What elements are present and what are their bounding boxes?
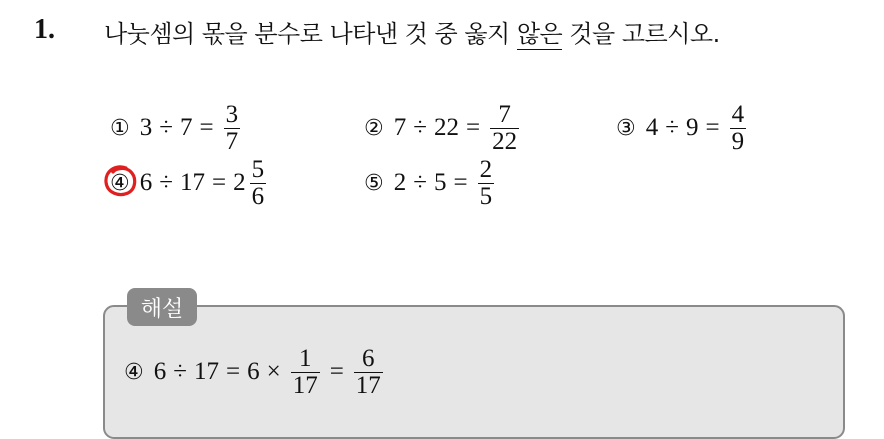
divide-sign: ÷ (159, 114, 173, 141)
choice-5-fraction (478, 157, 495, 210)
choice-1-dividend: 3 (139, 114, 153, 141)
choice-1-fraction (224, 102, 241, 155)
question-text-before: 나눗셈의 몫을 분수로 나타낸 것 중 옳지 (104, 20, 517, 48)
choice-2-dividend: 7 (393, 114, 407, 141)
choice-2-denominator: 22 (492, 127, 518, 155)
choice-1-divisor: 7 (179, 114, 193, 141)
choice-2-fraction (490, 102, 519, 155)
choice-5[interactable] (364, 148, 497, 218)
choice-4-dividend: 6 (139, 169, 153, 196)
equals-sign: = (465, 114, 481, 141)
choice-4-fraction (250, 157, 267, 210)
solution-unit-fraction (291, 346, 320, 399)
choice-4[interactable] (110, 148, 269, 218)
divide-sign: ÷ (665, 114, 679, 141)
choice-3[interactable] (616, 93, 749, 163)
choice-1-mark: ① (110, 115, 130, 141)
question-text-underlined: 않은 (516, 20, 563, 48)
choice-3-mark: ③ (616, 115, 636, 141)
solution-divisor: 17 (193, 358, 219, 385)
equals-sign: = (211, 169, 227, 196)
question-text (104, 14, 720, 49)
solution-multiplier: 6 (247, 358, 260, 385)
choice-4-divisor: 17 (179, 169, 205, 196)
choice-1-denominator: 7 (225, 127, 239, 155)
choice-5-mark: ⑤ (364, 170, 384, 196)
choice-3-denominator: 9 (731, 127, 745, 155)
solution-unit-denominator: 17 (292, 371, 318, 399)
divide-sign: ÷ (413, 169, 427, 196)
choice-4-mark: ④ (110, 170, 130, 196)
equals-sign: = (705, 114, 720, 141)
choice-2-numerator: 7 (498, 100, 511, 128)
solution-dividend: 6 (153, 358, 167, 385)
divide-sign: ÷ (413, 114, 427, 141)
choice-4-denominator: 6 (251, 182, 265, 210)
choice-3-dividend: 4 (645, 114, 659, 141)
question-number: 1. (34, 14, 55, 45)
solution-unit-numerator: 1 (298, 344, 312, 372)
choice-5-numerator: 2 (479, 155, 493, 183)
choice-2-divisor: 22 (433, 114, 459, 141)
choice-3-fraction (730, 102, 747, 155)
choice-5-dividend: 2 (393, 169, 407, 196)
equals-sign: = (199, 114, 214, 141)
solution-result-numerator: 6 (362, 344, 375, 372)
choice-3-numerator: 4 (731, 100, 745, 128)
solution-mark: ④ (124, 359, 144, 385)
choice-5-denominator: 5 (479, 182, 493, 210)
choice-5-divisor: 5 (433, 169, 447, 196)
solution-equation (124, 337, 386, 407)
solution-result-denominator: 17 (355, 371, 381, 399)
choice-4-numerator: 5 (251, 155, 265, 183)
question-text-after: 것을 고르시오. (562, 20, 720, 48)
divide-sign: ÷ (173, 358, 187, 385)
equals-sign: = (453, 169, 468, 196)
solution-result-fraction (354, 346, 383, 399)
choice-4-whole: 2 (233, 169, 246, 196)
times-sign: × (266, 358, 281, 385)
equals-sign: = (329, 358, 344, 385)
solution-label: 해설 (127, 288, 197, 326)
divide-sign: ÷ (159, 169, 173, 196)
equals-sign: = (225, 358, 241, 385)
choice-1-numerator: 3 (225, 100, 239, 128)
choice-2-mark: ② (364, 115, 384, 141)
choice-3-divisor: 9 (685, 114, 699, 141)
